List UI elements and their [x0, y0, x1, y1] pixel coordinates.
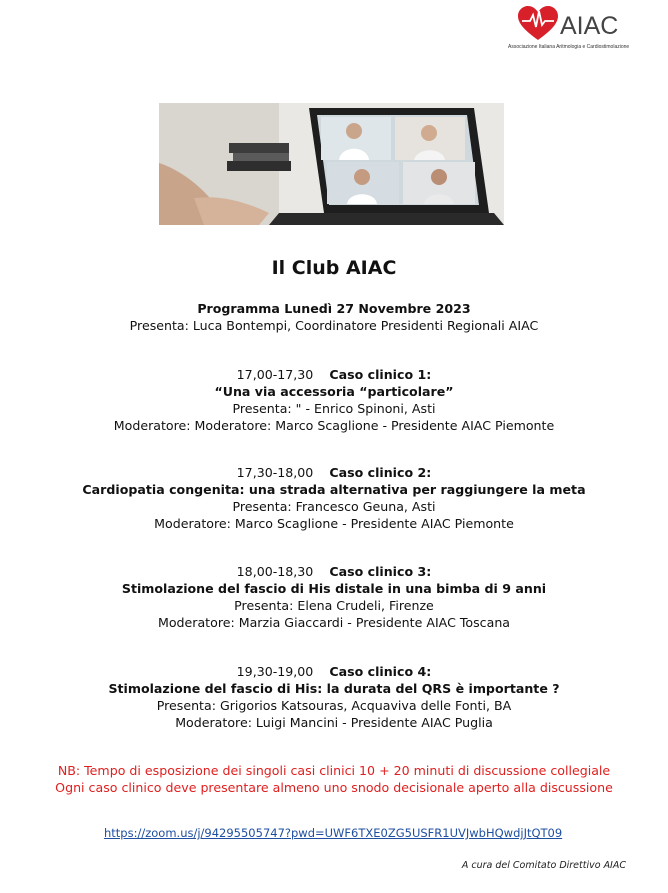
case-presenter: Presenta: Francesco Geuna, Asti: [232, 499, 436, 514]
case-topic: Cardiopatia congenita: una strada alternativa per raggiungere la meta: [82, 482, 586, 497]
logo-text: AIAC: [560, 12, 619, 40]
nb-note-line-1: NB: Tempo di esposizione dei singoli casi clinici 10 + 20 minuti di discussione collegiale: [57, 763, 611, 778]
nb-note-line-2: Ogni caso clinico deve presentare almeno uno snodo decisionale aperto alla discussione: [55, 780, 613, 795]
case-moderator: Moderatore: Moderatore: Marco Scaglione - Presidente AIAC Piemonte: [113, 418, 555, 433]
case-presenter: Presenta: Elena Crudeli, Firenze: [234, 598, 434, 613]
case-time: 19,30-19,00: [236, 664, 314, 679]
case-block-1: [0, 366, 668, 434]
case-topic: Stimolazione del fascio di His: la durata del QRS è importante ?: [108, 681, 560, 696]
video-call-laptop-photo-icon: [159, 103, 504, 225]
case-moderator: Moderatore: Marzia Giaccardi - Presidente AIAC Toscana: [157, 615, 511, 630]
zoom-link[interactable]: https://zoom.us/j/94295505747?pwd=UWF6TXE0ZG5USFR1UVJwbHQwdjJtQT09: [104, 826, 563, 840]
programma-block: [0, 300, 668, 334]
page-title: Il Club AIAC: [271, 257, 397, 279]
case-moderator: Moderatore: Marco Scaglione - Presidente AIAC Piemonte: [154, 516, 514, 531]
case-block-4: [0, 663, 668, 731]
case-time: 17,30-18,00: [236, 465, 314, 480]
programma-presenter: Presenta: Luca Bontempi, Coordinatore Presidenti Regionali AIAC: [129, 318, 539, 333]
footer-credit: A cura del Comitato Direttivo AIAC: [461, 860, 626, 871]
case-presenter: Presenta: " - Enrico Spinoni, Asti: [232, 401, 436, 416]
case-block-3: [0, 563, 668, 631]
video-call-photo: [159, 103, 504, 225]
case-time: 17,00-17,30: [236, 367, 314, 382]
case-label: Caso clinico 3:: [329, 564, 432, 579]
nb-note: [0, 762, 668, 796]
case-block-2: [0, 464, 668, 532]
case-label: Caso clinico 2:: [329, 465, 432, 480]
case-label: Caso clinico 1:: [329, 367, 432, 382]
programma-heading: Programma Lunedì 27 Novembre 2023: [197, 301, 471, 316]
aiac-logo: [508, 6, 638, 54]
case-presenter: Presenta: Grigorios Katsouras, Acquaviva delle Fonti, BA: [156, 698, 512, 713]
case-time: 18,00-18,30: [236, 564, 314, 579]
case-topic: Stimolazione del fascio di His distale in una bimba di 9 anni: [121, 581, 547, 596]
heart-ecg-icon: [518, 6, 558, 42]
case-moderator: Moderatore: Luigi Mancini - Presidente AIAC Puglia: [175, 715, 493, 730]
case-topic: “Una via accessoria “particolare”: [214, 384, 454, 399]
case-label: Caso clinico 4:: [329, 664, 432, 679]
logo-subtitle: Associazione Italiana Aritmologia e Cardiostimolazione: [508, 44, 630, 50]
